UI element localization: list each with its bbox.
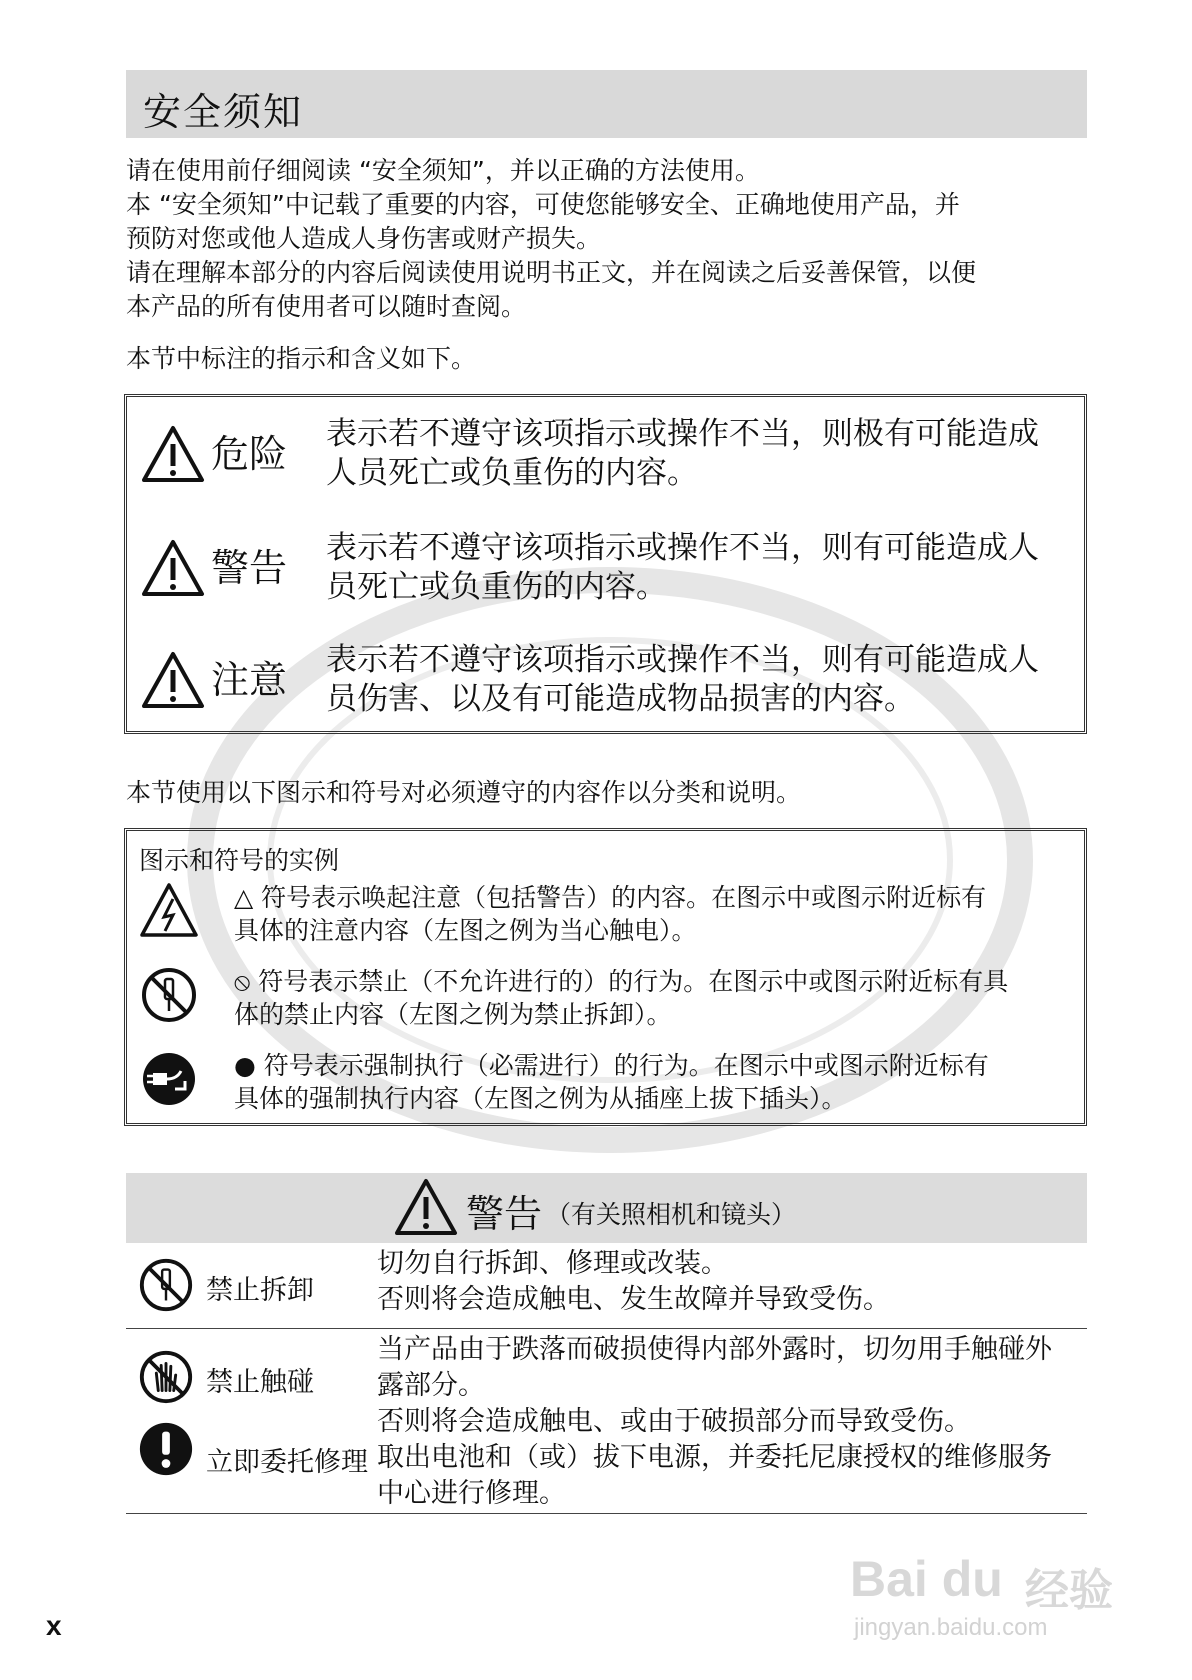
symbols-intro: 本节使用以下图示和符号对必须遵守的内容作以分类和说明。 [126,778,802,807]
row-text-line: 露部分。 [377,1370,485,1401]
example-text [234,965,1094,1031]
baidu-watermark [850,1510,1170,1650]
electric-shock-icon [139,881,199,941]
example-line: 具体的强制执行内容（左图之例为从插座上拔下插头）。 [234,1084,847,1113]
intro-paragraph [126,154,1096,324]
warning-section-header [126,1173,1087,1243]
mandatory-exclamation-icon [137,1420,195,1478]
level-description [326,641,1086,719]
level-desc-line: 表示若不遵守该项指示或操作不当，则有可能造成人 [326,642,1039,678]
symbol-examples-box [124,828,1087,1126]
level-danger [141,415,1081,495]
row-label-no-touch: 禁止触碰 [206,1367,314,1398]
example-line: △ 符号表示唤起注意（包括警告）的内容。在图示中或图示附近标有 [234,883,987,912]
row-text-line: 否则将会造成触电、发生故障并导致受伤。 [377,1284,890,1315]
watermark-url: jingyan.baidu.com [854,1614,1048,1641]
warning-word: 警告 [466,1192,543,1236]
level-desc-line: 员伤害、以及有可能造成物品损害的内容。 [326,681,915,717]
page-number: x [46,1610,62,1641]
no-disassembly-icon [139,965,199,1025]
levels-intro: 本节中标注的指示和含义如下。 [126,344,477,373]
row-text [377,1332,1097,1512]
page-title: 安全须知 [143,90,304,134]
level-word: 警告 [211,546,288,590]
example-text [234,881,1094,947]
example-line: ⦸ 符号表示禁止（不允许进行的）的行为。在图示中或图示附近标有具 [234,967,1009,996]
level-desc-line: 员死亡或负重伤的内容。 [326,569,667,605]
row-text-line: 中心进行修理。 [377,1478,566,1509]
row-text-line: 否则将会造成触电、或由于破损部分而导致受伤。 [377,1406,971,1437]
no-disassembly-icon [137,1256,195,1314]
warning-subtitle: （有关照相机和镜头） [546,1200,797,1229]
watermark-brand2: 经验 [1025,1565,1113,1616]
level-word: 危险 [211,432,288,476]
example-line: ● 符号表示强制执行（必需进行）的行为。在图示中或图示附近标有 [234,1051,989,1080]
row-text [377,1246,1097,1318]
level-caution [141,641,1081,721]
row-text-line: 切勿自行拆卸、修理或改装。 [377,1248,728,1279]
row-text-line: 当产品由于跌落而破损使得内部外露时，切勿用手触碰外 [377,1334,1052,1365]
no-touch-icon [137,1348,195,1406]
warning-triangle-icon [141,651,205,709]
watermark-brand: Bai du [850,1551,1003,1607]
level-desc-line: 表示若不遵守该项指示或操作不当，则有可能造成人 [326,530,1039,566]
level-description [326,415,1086,493]
warning-triangle-icon [141,539,205,597]
level-description [326,529,1086,607]
warning-triangle-icon [141,425,205,483]
row-label-no-disassembly: 禁止拆卸 [206,1275,314,1306]
intro-line: 本产品的所有使用者可以随时查阅。 [126,292,527,321]
example-line: 具体的注意内容（左图之例为当心触电）。 [234,916,697,945]
level-desc-line: 人员死亡或负重伤的内容。 [326,455,698,491]
example-text [234,1049,1094,1115]
intro-line: 预防对您或他人造成人身伤害或财产损失。 [126,224,602,253]
level-word: 注意 [211,658,288,702]
intro-line: 本 “安全须知”中记载了重要的内容，可使您能够安全、正确地使用产品，并 [126,190,960,219]
hazard-levels-box [124,394,1087,734]
intro-line: 请在使用前仔细阅读 “安全须知”，并以正确的方法使用。 [126,156,760,185]
level-desc-line: 表示若不遵守该项指示或操作不当，则极有可能造成 [326,416,1039,452]
level-warning [141,529,1081,609]
warning-triangle-icon [394,1178,458,1236]
title-bar [126,70,1087,138]
example-line: 体的禁止内容（左图之例为禁止拆卸）。 [234,1000,672,1029]
intro-line: 请在理解本部分的内容后阅读使用说明书正文，并在阅读之后妥善保管，以便 [126,258,977,287]
unplug-icon [139,1049,199,1109]
row-divider [126,1328,1087,1329]
row-label-request-repair: 立即委托修理 [206,1447,368,1478]
examples-heading: 图示和符号的实例 [139,846,340,875]
row-text-line: 取出电池和（或）拔下电源，并委托尼康授权的维修服务 [377,1442,1052,1473]
